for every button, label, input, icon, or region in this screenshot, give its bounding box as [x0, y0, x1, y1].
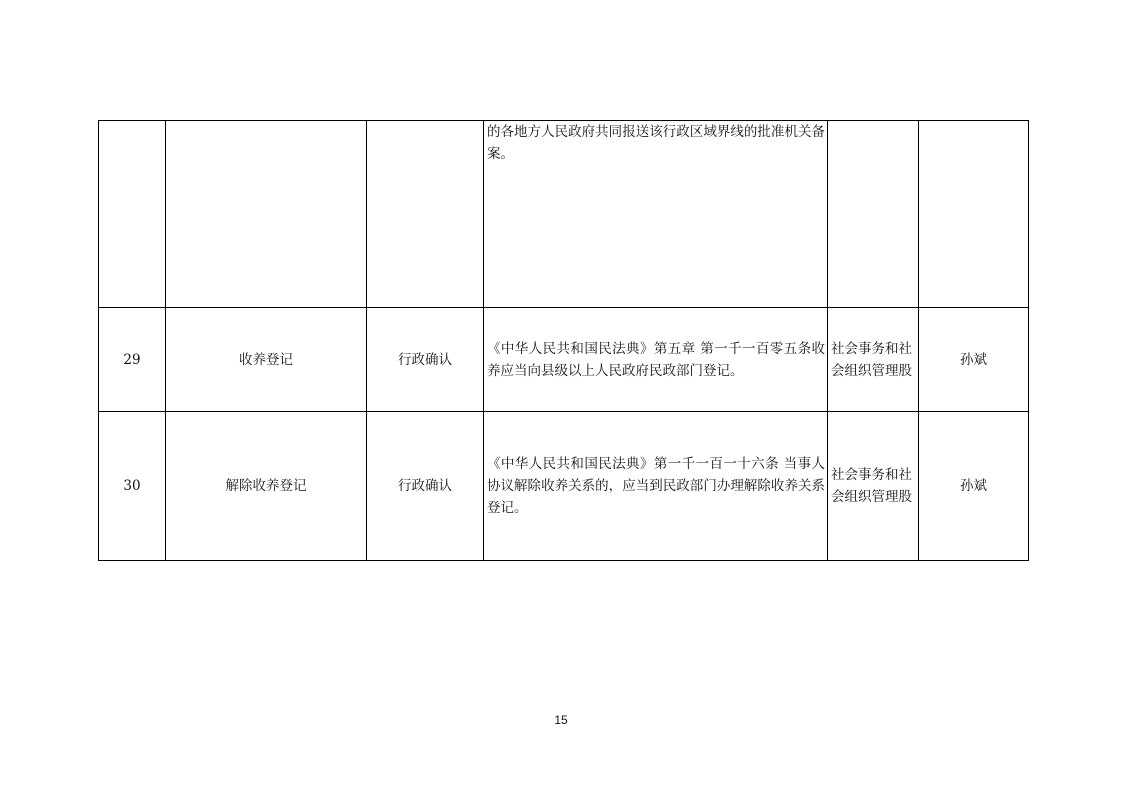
- department-cell: 社会事务和社会组织管理股: [828, 412, 919, 561]
- item-type-cell: 行政确认: [367, 412, 484, 561]
- table-row: [99, 121, 1029, 308]
- legal-basis-cell: 《中华人民共和国民法典》第一千一百一十六条 当事人协议解除收养关系的，应当到民政部门办理解除收养关系登记。: [484, 412, 828, 561]
- item-type-cell: [367, 121, 484, 308]
- item-name-cell: 收养登记: [166, 308, 367, 412]
- department-cell: 社会事务和社会组织管理股: [828, 308, 919, 412]
- legal-basis-cell: [484, 121, 828, 308]
- legal-basis-text: 的各地方人民政府共同报送该行政区域界线的批准机关备案。: [487, 124, 825, 162]
- table-row: [99, 308, 1029, 412]
- responsible-person-cell: 孙斌: [919, 412, 1029, 561]
- row-number-cell: [99, 121, 166, 308]
- row-number-cell: 30: [99, 412, 166, 561]
- department-cell: [828, 121, 919, 308]
- responsible-person-cell: [919, 121, 1029, 308]
- row-number-cell: 29: [99, 308, 166, 412]
- item-name-cell: 解除收养登记: [166, 412, 367, 561]
- legal-basis-cell: 《中华人民共和国民法典》第五章 第一千一百零五条收养应当向县级以上人民政府民政部门登记。: [484, 308, 828, 412]
- table-row: [99, 412, 1029, 561]
- page-number: 15: [554, 713, 568, 727]
- matters-table: [98, 120, 1029, 561]
- responsible-person-cell: 孙斌: [919, 308, 1029, 412]
- item-name-cell: [166, 121, 367, 308]
- item-type-cell: 行政确认: [367, 308, 484, 412]
